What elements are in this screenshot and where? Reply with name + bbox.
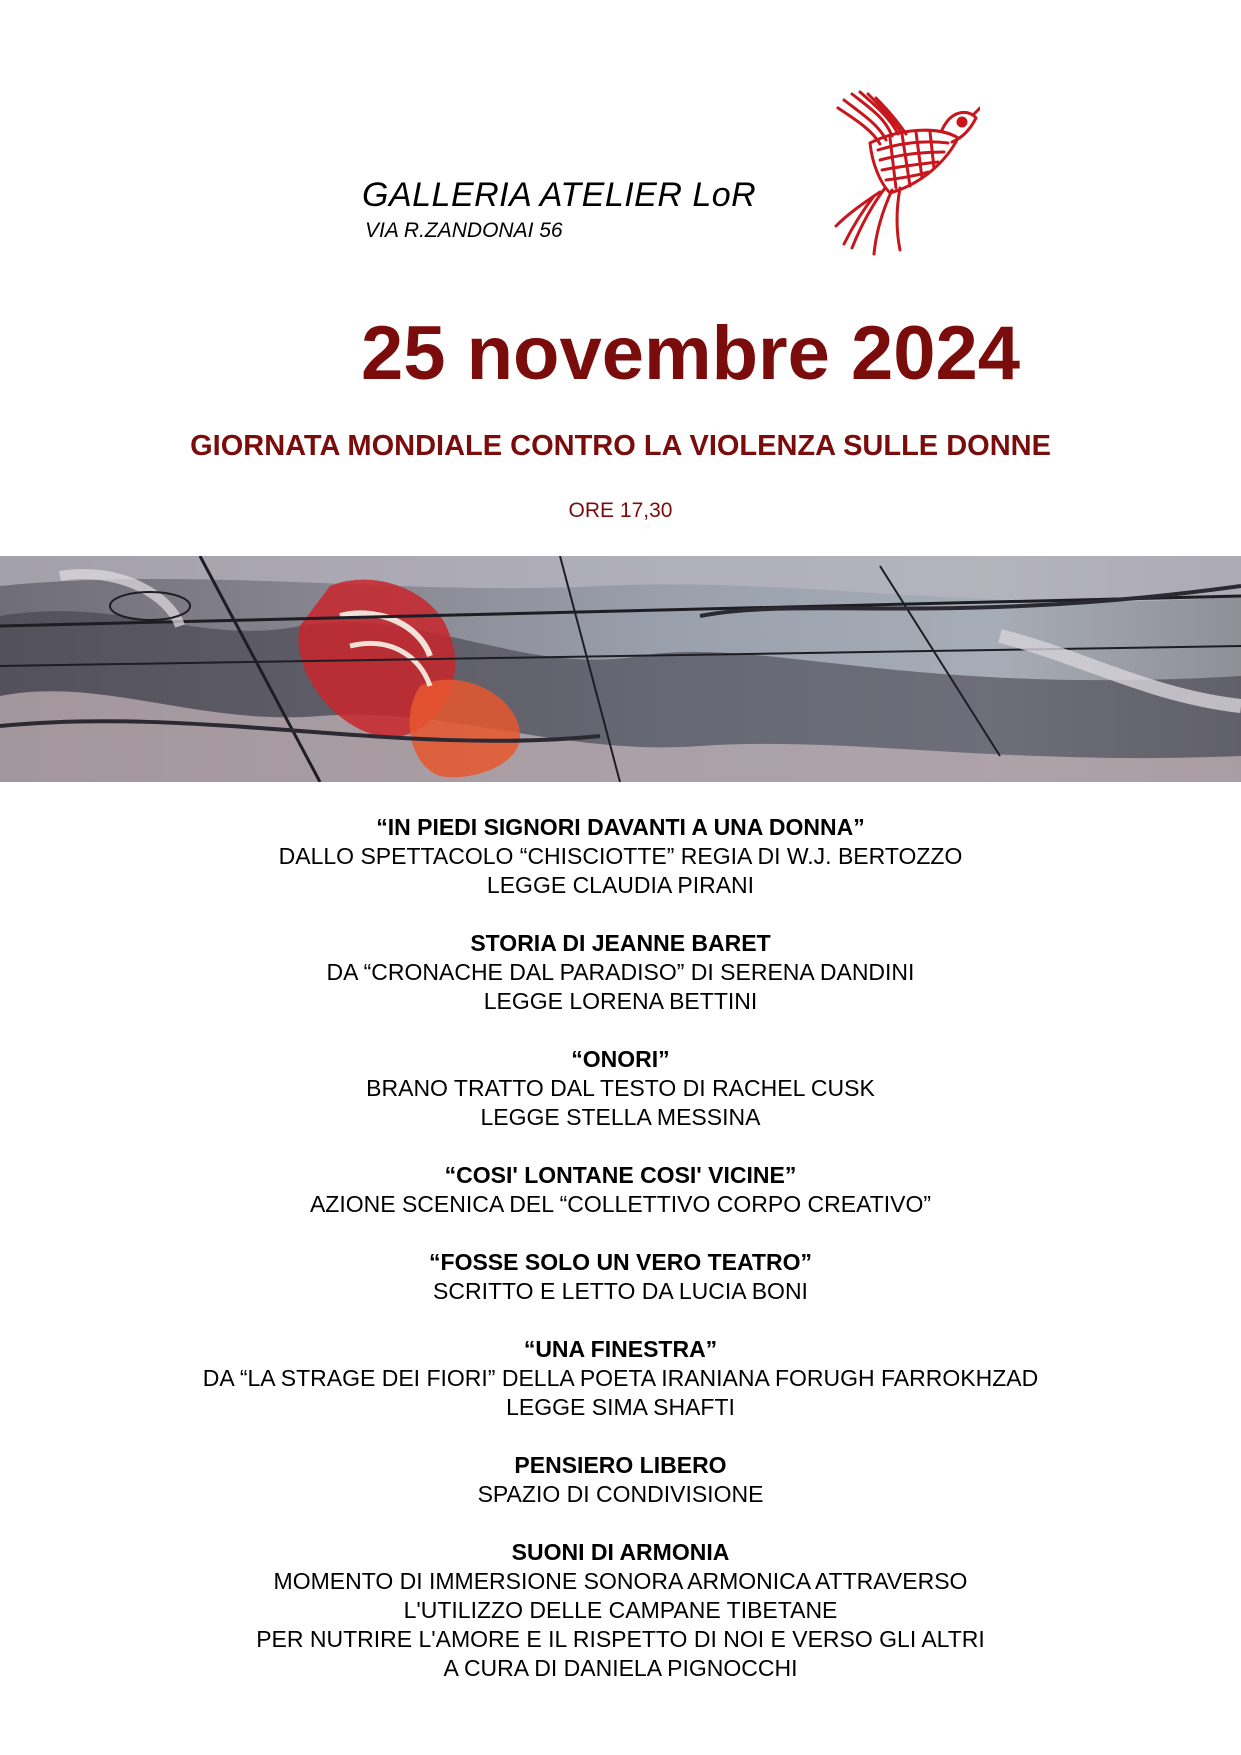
program-item-line: AZIONE SCENICA DEL “COLLETTIVO CORPO CREATIVO” — [309, 1191, 932, 1217]
program-item-title: STORIA DI JEANNE BARET — [470, 930, 771, 956]
event-date: 25 novembre 2024 — [360, 311, 1021, 396]
program-item-line: MOMENTO DI IMMERSIONE SONORA ARMONICA ATTRAVERSO — [273, 1568, 968, 1594]
program-item-line: DALLO SPETTACOLO “CHISCIOTTE” REGIA DI W.J. BERTOZZO — [278, 843, 963, 869]
program-item-line: LEGGE CLAUDIA PIRANI — [486, 872, 755, 898]
program-item-line: DA “CRONACHE DAL PARADISO” DI SERENA DANDINI — [326, 959, 915, 985]
program-item — [0, 1451, 1241, 1509]
program-item-title: “COSI' LONTANE COSI' VICINE” — [444, 1162, 797, 1188]
program-item-line: BRANO TRATTO DAL TESTO DI RACHEL CUSK — [366, 1075, 875, 1101]
program-item — [0, 1045, 1241, 1132]
gallery-address: VIA R.ZANDONAI 56 — [365, 219, 563, 242]
event-time: ORE 17,30 — [568, 499, 673, 522]
program-item — [0, 1248, 1241, 1306]
program-item-line: PER NUTRIRE L'AMORE E IL RISPETTO DI NOI E VERSO GLI ALTRI — [256, 1626, 985, 1652]
abstract-painting-banner — [0, 556, 1241, 782]
program-item-title: “UNA FINESTRA” — [523, 1336, 718, 1362]
program-item-line: DA “LA STRAGE DEI FIORI” DELLA POETA IRANIANA FORUGH FARROKHZAD — [202, 1365, 1039, 1391]
program-item-title: PENSIERO LIBERO — [514, 1452, 727, 1478]
program-item-line: LEGGE SIMA SHAFTI — [506, 1394, 735, 1420]
event-subtitle: GIORNATA MONDIALE CONTRO LA VIOLENZA SULLE DONNE — [190, 430, 1051, 462]
program-item-line: LEGGE STELLA MESSINA — [480, 1104, 761, 1130]
program-item — [0, 813, 1241, 900]
red-bird-icon — [830, 88, 980, 258]
program-list — [0, 813, 1241, 1712]
program-item-line: SCRITTO E LETTO DA LUCIA BONI — [433, 1278, 808, 1304]
program-item-title: “IN PIEDI SIGNORI DAVANTI A UNA DONNA” — [376, 814, 865, 840]
program-item — [0, 1161, 1241, 1219]
program-item-line: L'UTILIZZO DELLE CAMPANE TIBETANE — [403, 1597, 838, 1623]
program-item-line: A CURA DI DANIELA PIGNOCCHI — [443, 1655, 798, 1681]
program-item-title: SUONI DI ARMONIA — [511, 1539, 730, 1565]
program-item-line: LEGGE LORENA BETTINI — [483, 988, 758, 1014]
program-item-line: SPAZIO DI CONDIVISIONE — [477, 1481, 764, 1507]
program-item-title: “ONORI” — [571, 1046, 670, 1072]
program-item — [0, 929, 1241, 1016]
program-item — [0, 1538, 1241, 1683]
gallery-name: GALLERIA ATELIER LoR — [362, 176, 757, 214]
program-item — [0, 1335, 1241, 1422]
program-item-title: “FOSSE SOLO UN VERO TEATRO” — [429, 1249, 812, 1275]
